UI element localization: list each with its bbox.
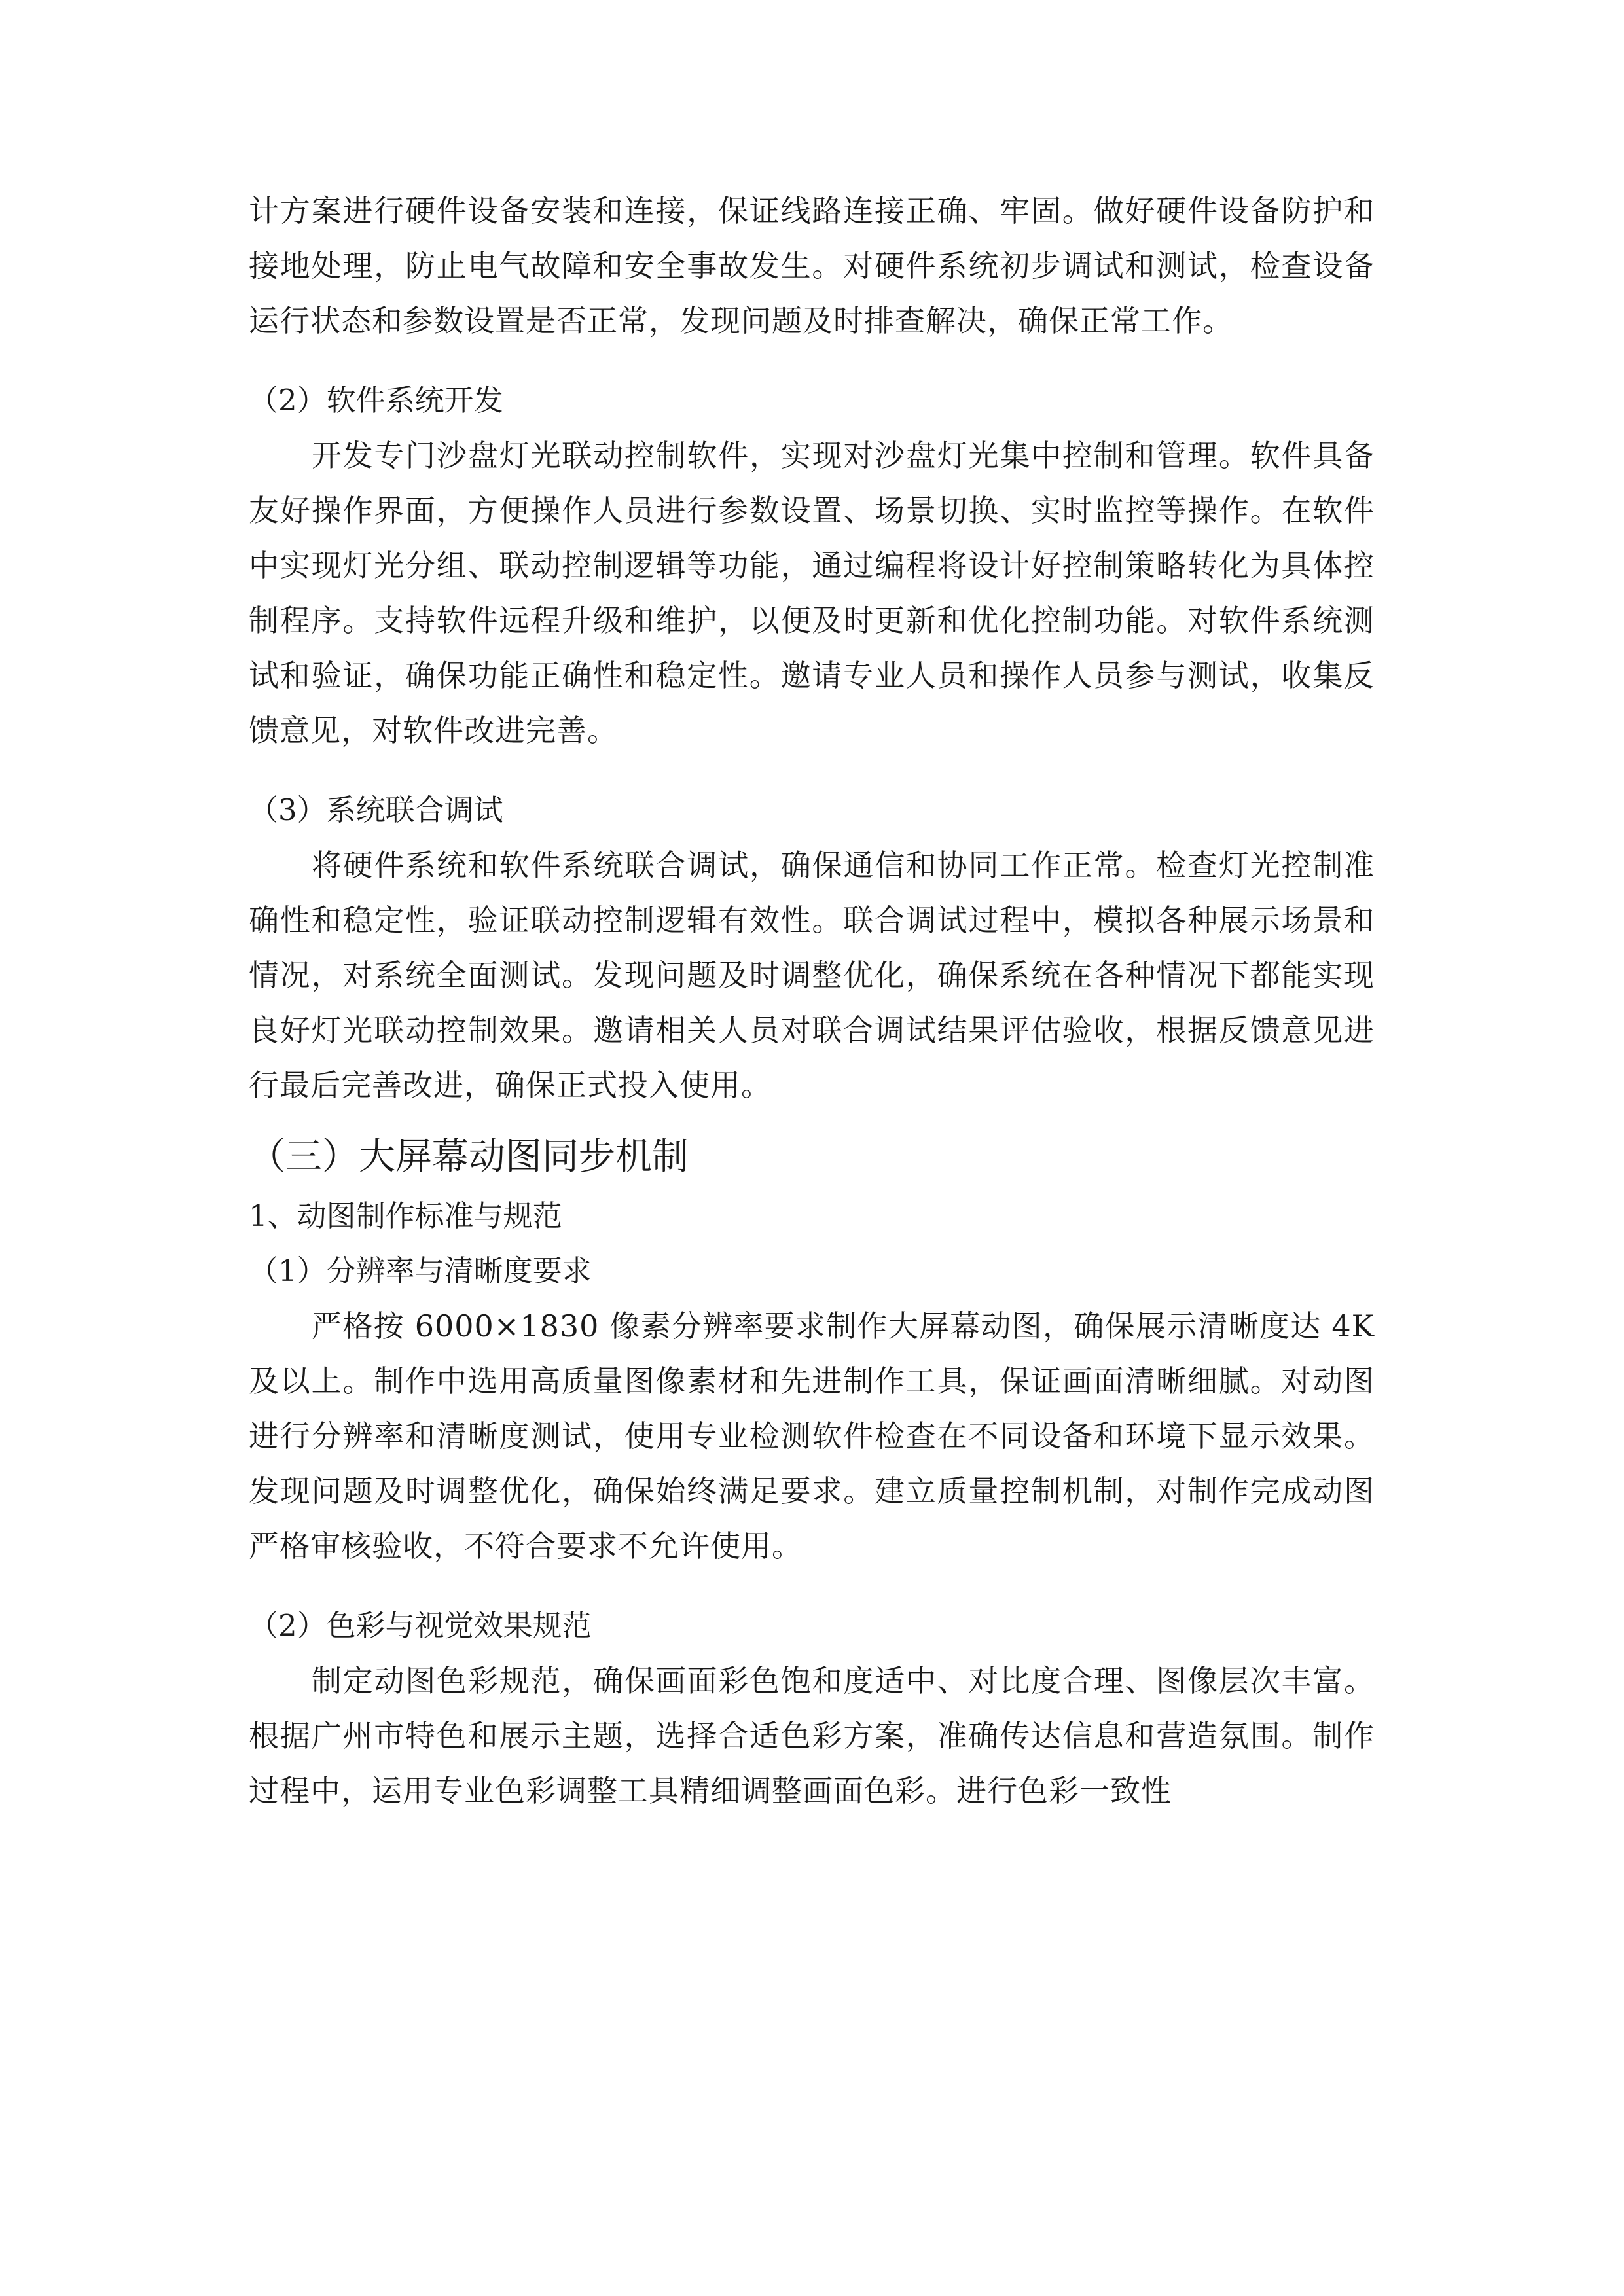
- paragraph-software-development: 开发专门沙盘灯光联动控制软件，实现对沙盘灯光集中控制和管理。软件具备友好操作界面，方便操作人员进行参数设置、场景切换、实时监控等操作。在软件中实现灯光分组、联动控制逻辑等功能，通过编程将设计好控制策略转化为具体控制程序。支持软件远程升级和维护，以便及时更新和优化控制功能。对软件系统测试和验证，确保功能正确性和稳定性。邀请专业人员和操作人员参与测试，收集反馈意见，对软件改进完善。: [249, 438, 1375, 748]
- paragraph-color-visual-standards: 制定动图色彩规范，确保画面彩色饱和度适中、对比度合理、图像层次丰富。根据广州市特色和展示主题，选择合适色彩方案，准确传达信息和营造氛围。制作过程中，运用专业色彩调整工具精细调整画面色彩。进行色彩一致性: [249, 1663, 1375, 1808]
- paragraph-resolution-requirements: 严格按 6000×1830 像素分辨率要求制作大屏幕动图，确保展示清晰度达 4K 及以上。制作中选用高质量图像素材和先进制作工具，保证画面清晰细腻。对动图进行分辨率和清晰度测试，使用专业检测软件检查在不同设备和环境下显示效果。发现问题及时调整优化，确保始终满足要求。建立质量控制机制，对制作完成动图严格审核验收，不符合要求不允许使用。: [249, 1308, 1375, 1564]
- subheading-color-visual-standards: （2）色彩与视觉效果规范: [249, 1608, 592, 1643]
- section-title-screen-animation-sync: （三）大屏幕动图同步机制: [249, 1136, 689, 1178]
- heading-animation-standards: 1、动图制作标准与规范: [249, 1198, 562, 1233]
- subheading-software-development: （2）软件系统开发: [249, 383, 503, 418]
- paragraph-hardware-continued: 计方案进行硬件设备安装和连接，保证线路连接正确、牢固。做好硬件设备防护和接地处理，防止电气故障和安全事故发生。对硬件系统初步调试和测试，检查设备运行状态和参数设置是否正常，发现问题及时排查解决，确保正常工作。: [249, 193, 1375, 338]
- paragraph-system-joint-debugging: 将硬件系统和软件系统联合调试，确保通信和协同工作正常。检查灯光控制准确性和稳定性，验证联动控制逻辑有效性。联合调试过程中，模拟各种展示场景和情况，对系统全面测试。发现问题及时调整优化，确保系统在各种情况下都能实现良好灯光联动控制效果。邀请相关人员对联合调试结果评估验收，根据反馈意见进行最后完善改进，确保正式投入使用。: [249, 848, 1375, 1103]
- document-page: [249, 183, 1375, 1818]
- subheading-system-joint-debugging: （3）系统联合调试: [249, 793, 503, 827]
- subheading-resolution-requirements: （1）分辨率与清晰度要求: [249, 1253, 592, 1288]
